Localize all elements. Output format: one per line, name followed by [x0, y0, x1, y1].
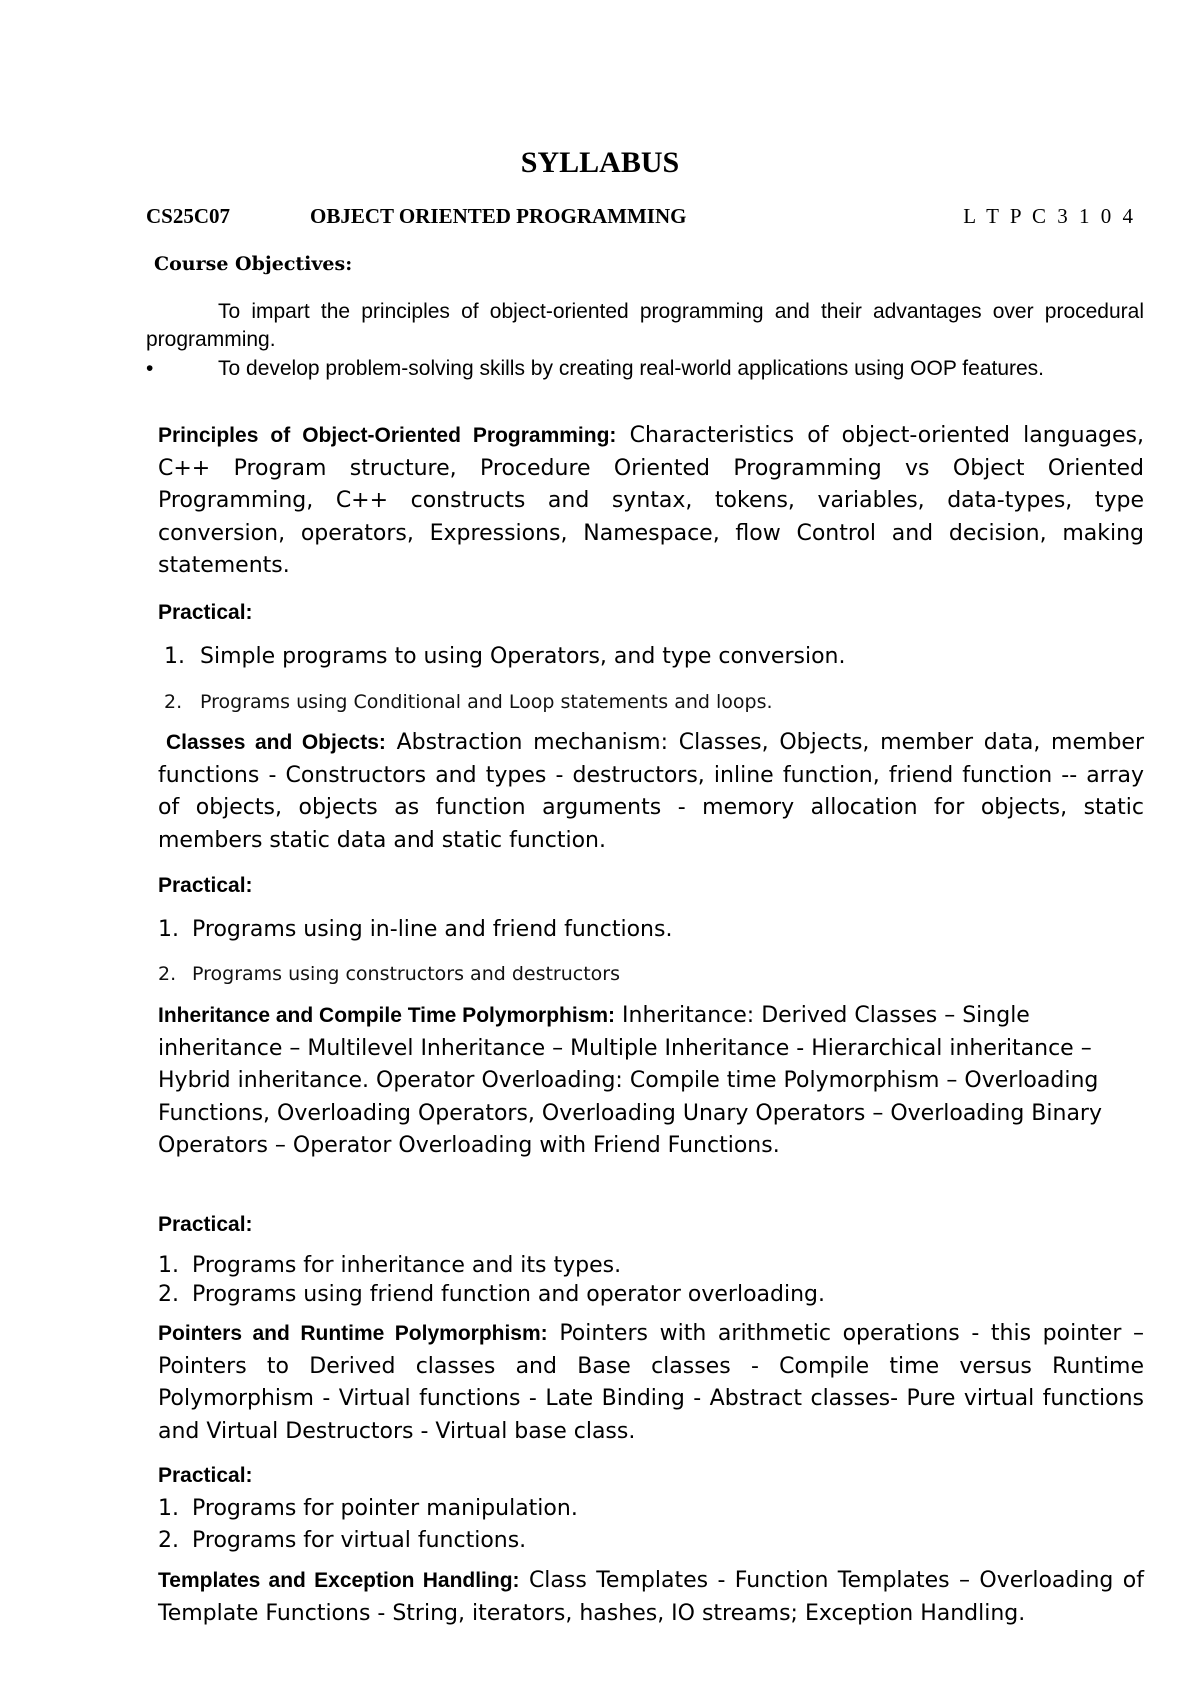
- unit-title: Classes and Objects:: [166, 731, 386, 754]
- practical-item: 1. Programs for pointer manipulation.: [158, 1496, 578, 1521]
- page-title: SYLLABUS: [520, 146, 680, 179]
- practical-item: 1. Programs using in-line and friend functions.: [158, 917, 673, 942]
- course-ltpc: L T P C 3 1 0 4: [963, 204, 1136, 228]
- practical-item: 2. Programs using Conditional and Loop statements and loops.: [164, 691, 773, 713]
- practical-label: Practical:: [158, 1464, 253, 1487]
- objective-item: To impart the principles of object-oriented programming and their advantages over procedural programming.: [146, 300, 1144, 351]
- unit-paragraph: [158, 1318, 1144, 1448]
- course-name: OBJECT ORIENTED PROGRAMMING: [310, 204, 687, 228]
- unit-body: Class Templates - Function Templates – Overloading of Template Functions - String, iterators, hashes, IO streams; Exception Handling.: [158, 1568, 1144, 1626]
- unit-body: Inheritance: Derived Classes – Single inheritance – Multilevel Inheritance – Multiple Inheritance - Hierarchical inheritance – Hybrid inheritance. Operator Overloading: Compile time Polymorphism – Overloading Functions, Overloading Operators, Overloading Unary Operators – Overloading Binary Operators – Operator Overloading with Friend Functions.: [158, 1003, 1102, 1159]
- unit-title: Inheritance and Compile Time Polymorphism:: [158, 1004, 616, 1027]
- bullet-icon: •: [146, 357, 154, 380]
- objective-item: [146, 355, 1144, 383]
- practical-label: Practical:: [158, 1213, 253, 1236]
- course-code: CS25C07: [146, 204, 231, 228]
- unit-paragraph: [158, 727, 1144, 857]
- unit-title: Principles of Object-Oriented Programming:: [158, 424, 617, 447]
- practical-item: 1. Programs for inheritance and its types.: [158, 1253, 622, 1278]
- practical-label: Practical:: [158, 601, 253, 624]
- unit-title: Pointers and Runtime Polymorphism:: [158, 1322, 548, 1345]
- unit-body: Pointers with arithmetic operations - this pointer – Pointers to Derived classes and Base classes - Compile time versus Runtime Polymorphism - Virtual functions - Late Binding - Abstract classes- Pure virtual functions and Virtual Destructors - Virtual base class.: [158, 1321, 1145, 1444]
- practical-item: 2. Programs using friend function and operator overloading.: [158, 1282, 825, 1307]
- unit-body: Abstraction mechanism: Classes, Objects, member data, member functions - Constructors and types - destructors, inline function, friend function -- array of objects, objects as function arguments - memory allocation for objects, static members static data and static function.: [158, 730, 1144, 853]
- practical-item: 1. Simple programs to using Operators, and type conversion.: [164, 644, 846, 669]
- practical-item: 2. Programs using constructors and destructors: [158, 963, 621, 985]
- practical-item: 2. Programs for virtual functions.: [158, 1528, 527, 1553]
- objectives-heading: Course Objectives:: [154, 253, 353, 275]
- unit-body: Characteristics of object-oriented languages, C++ Program structure, Procedure Oriented Programming vs Object Oriented Programming, C++ constructs and syntax, tokens, variables, data-types, type conversion, operators, Expressions, Namespace, flow Control and decision, making statements.: [158, 423, 1145, 579]
- course-header: [146, 204, 1136, 234]
- unit-paragraph: [158, 1000, 1118, 1163]
- unit-title: Templates and Exception Handling:: [158, 1569, 520, 1592]
- objective-text: To develop problem-solving skills by creating real-world applications using OOP features.: [218, 357, 1045, 380]
- unit-paragraph: [158, 1565, 1144, 1630]
- unit-paragraph: [158, 420, 1144, 583]
- practical-label: Practical:: [158, 874, 253, 897]
